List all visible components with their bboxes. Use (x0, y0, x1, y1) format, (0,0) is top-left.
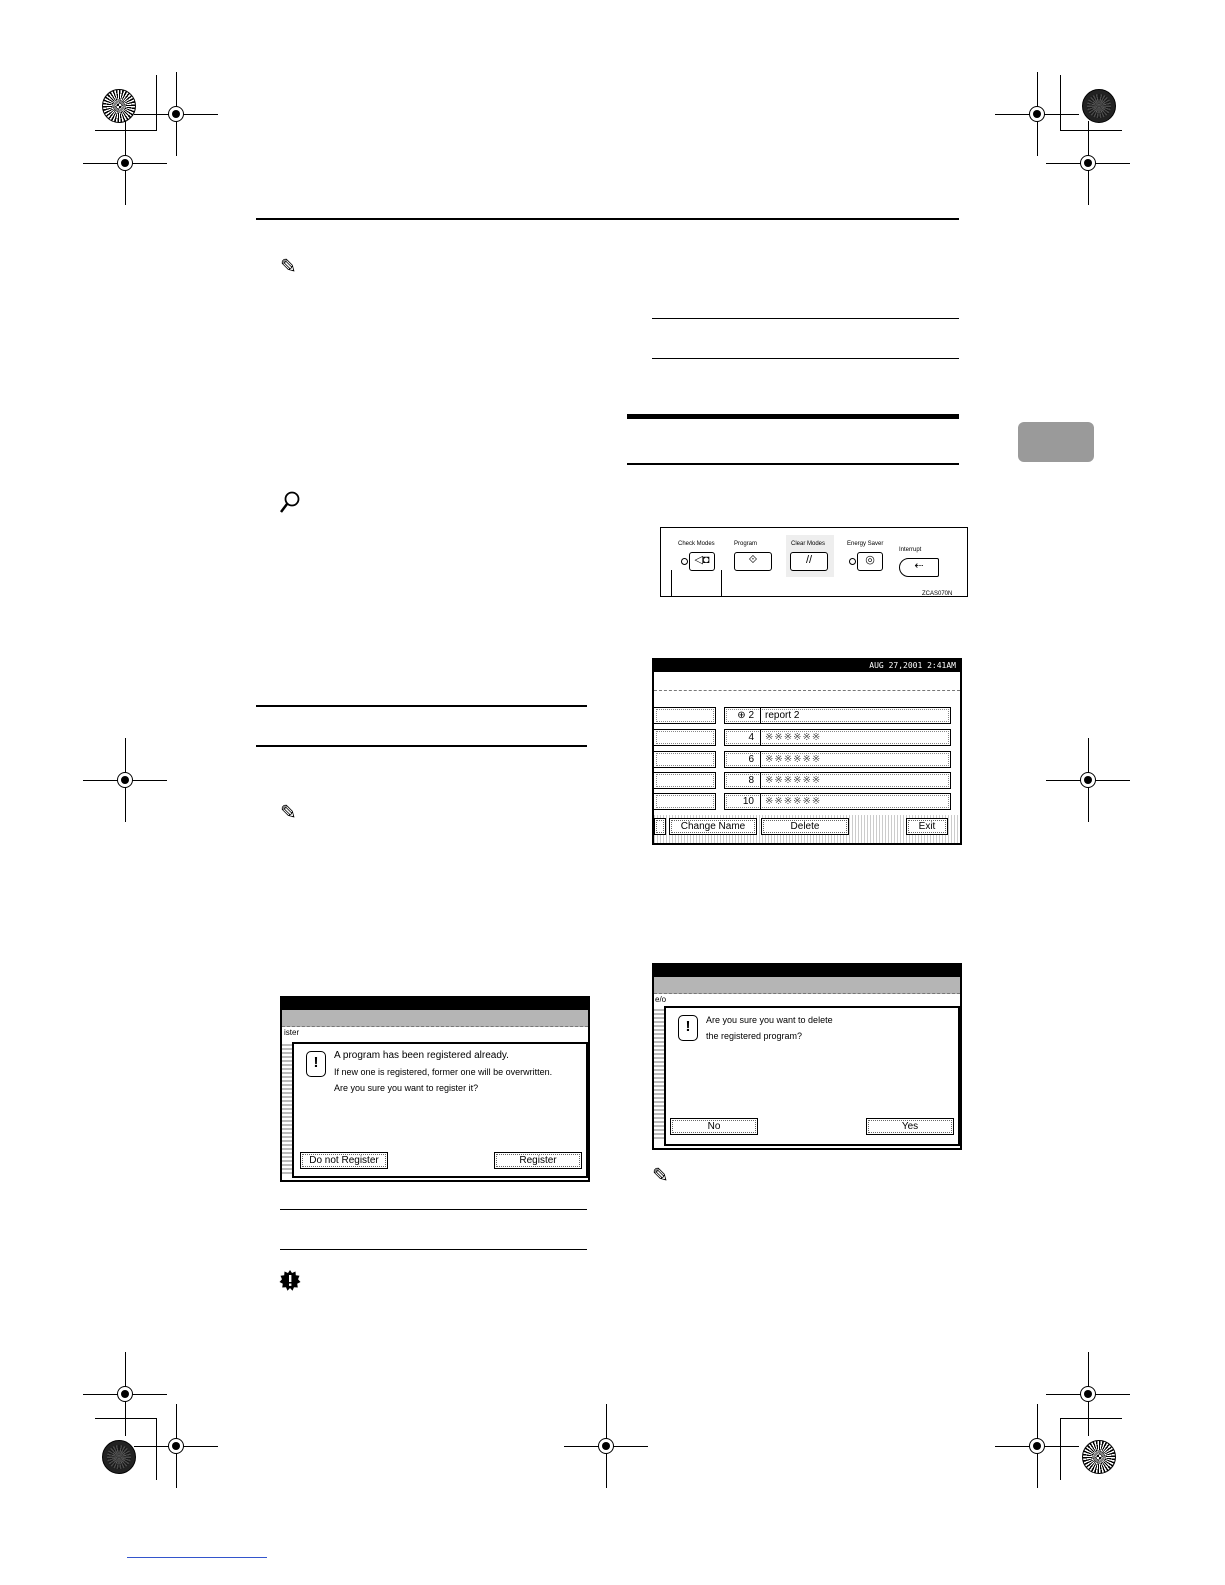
program-number: 4 (725, 730, 761, 745)
energy-saver-label: Energy Saver (847, 541, 884, 547)
program-name: ※※※※※※ (765, 775, 822, 786)
check-modes-label: Check Modes (678, 541, 715, 547)
program-row[interactable] (724, 729, 951, 746)
section-rule-bottom (280, 1249, 587, 1250)
dialog-message-line: Are you sure you want to delete (706, 1015, 833, 1025)
program-row[interactable] (724, 751, 951, 768)
register-button[interactable]: Register (494, 1152, 582, 1169)
register-confirmation-screen (280, 996, 590, 1182)
footer-link-underline (127, 1557, 267, 1558)
program-marker-icon: ⊕ (737, 710, 749, 721)
control-panel-illustration (660, 527, 968, 597)
exit-button[interactable]: Exit (906, 818, 948, 835)
pencil-note-icon: ✎ (652, 1165, 669, 1187)
do-not-register-button[interactable]: Do not Register (300, 1152, 388, 1169)
left-edge-button[interactable] (654, 818, 666, 835)
section-rule-top (652, 318, 959, 319)
program-number: 8 (725, 773, 761, 788)
screen-status-bar: AUG 27,2001 2:41AM (654, 660, 960, 672)
pencil-note-icon: ✎ (280, 256, 297, 278)
program-label: Program (734, 541, 758, 547)
dialog-message-line: If new one is registered, former one will be overwritten. (334, 1067, 553, 1077)
program-list-screen (652, 658, 962, 845)
delete-dialog (664, 1006, 960, 1146)
dialog-message-line: the registered program? (706, 1031, 803, 1041)
program-key[interactable]: ⟐ (734, 552, 772, 571)
screen-status-bar (654, 965, 960, 977)
program-row[interactable] (724, 707, 951, 724)
screen-title-bar (282, 1010, 588, 1027)
screen-title-bar (654, 977, 960, 994)
program-number: ⊕ 2 (725, 708, 761, 723)
program-name: ※※※※※※ (765, 796, 822, 807)
exclamation-icon: ! (678, 1015, 698, 1041)
check-modes-key[interactable]: ◁◘ (689, 552, 715, 571)
color-target-top-left (102, 89, 136, 123)
section-rule-top (280, 1209, 587, 1210)
panel-code: ZCAS070N (922, 591, 953, 597)
program-name: ※※※※※※ (765, 732, 822, 743)
chapter-tab (1018, 422, 1094, 462)
change-name-button[interactable]: Change Name (669, 818, 757, 835)
register-dialog (292, 1042, 588, 1178)
dialog-message-line: A program has been registered already. (334, 1050, 509, 1061)
color-target-bottom-right (1082, 1440, 1116, 1474)
exclamation-icon: ! (306, 1051, 326, 1077)
program-row[interactable] (724, 793, 951, 810)
interrupt-key[interactable]: ⇠ (899, 558, 939, 577)
program-number: 10 (725, 794, 761, 809)
dialog-message-line: Are you sure you want to register it? (334, 1083, 479, 1093)
interrupt-label: Interrupt (899, 547, 922, 553)
clear-modes-key[interactable]: // (790, 552, 828, 571)
program-name: ※※※※※※ (765, 754, 822, 765)
energy-saver-key[interactable]: ◎ (857, 552, 883, 571)
header-rule (256, 218, 959, 220)
section-rule-bottom (652, 358, 959, 359)
procedure-rule-top (627, 414, 959, 419)
delete-button[interactable]: Delete (761, 818, 849, 835)
color-target-top-right (1082, 89, 1116, 123)
color-target-bottom-left (102, 1440, 136, 1474)
section-rule-top (256, 705, 587, 707)
screen-title-fragment: e/o (655, 995, 667, 1004)
clear-modes-label: Clear Modes (791, 541, 826, 547)
pencil-note-icon: ✎ (280, 802, 297, 824)
screen-title-fragment: ister (284, 1028, 300, 1037)
no-button[interactable]: No (670, 1118, 758, 1135)
procedure-rule-bottom (627, 463, 959, 465)
magnifier-reference-icon (278, 490, 302, 520)
important-exclamation-icon (279, 1269, 301, 1297)
delete-confirmation-screen (652, 963, 962, 1150)
yes-button[interactable]: Yes (866, 1118, 954, 1135)
program-name: report 2 (765, 710, 800, 721)
program-number: 6 (725, 752, 761, 767)
section-rule-bottom (256, 745, 587, 747)
screen-status-bar (282, 998, 588, 1010)
program-row[interactable] (724, 772, 951, 789)
